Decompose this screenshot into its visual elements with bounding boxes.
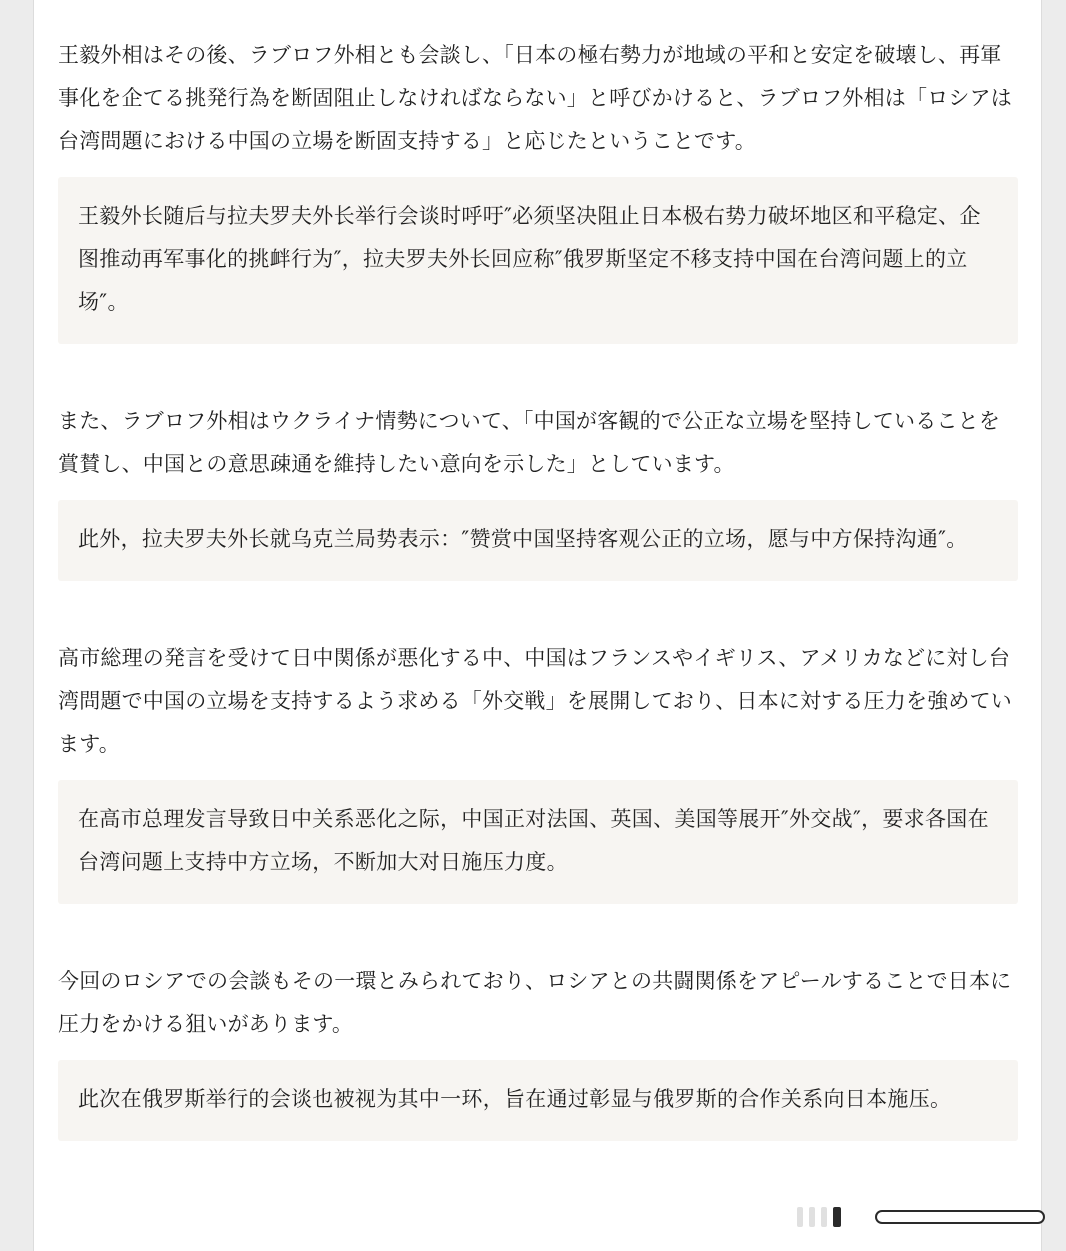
article-section-3 bbox=[58, 637, 1018, 904]
article-section-4 bbox=[58, 960, 1018, 1141]
scrollbar-grip-icon bbox=[797, 1207, 841, 1227]
chinese-translation-block: 王毅外长随后与拉夫罗夫外长举行会谈时呼吁″必须坚决阻止日本极右势力破坏地区和平稳定、企图推动再军事化的挑衅行为″，拉夫罗夫外长回应称″俄罗斯坚定不移支持中国在台湾问题上的立场″。 bbox=[58, 177, 1018, 344]
article-content bbox=[58, 34, 1018, 1141]
article-section-2 bbox=[58, 400, 1018, 581]
japanese-paragraph: 今回のロシアでの会談もその一環とみられており、ロシアとの共闘関係をアピールすることで日本に圧力をかける狙いがあります。 bbox=[58, 969, 1012, 1036]
scrollbar-track[interactable] bbox=[875, 1210, 1045, 1224]
chinese-translation-block: 此次在俄罗斯举行的会谈也被视为其中一环，旨在通过彰显与俄罗斯的合作关系向日本施压。 bbox=[58, 1060, 1018, 1141]
chinese-translation-block: 在高市总理发言导致日中关系恶化之际，中国正对法国、英国、美国等展开″外交战″，要求各国在台湾问题上支持中方立场，不断加大对日施压力度。 bbox=[58, 780, 1018, 904]
japanese-paragraph: 王毅外相はその後、ラブロフ外相とも会談し、「日本の極右勢力が地域の平和と安定を破壊し、再軍事化を企てる挑発行為を断固阻止しなければならない」と呼びかけると、ラブロフ外相は「ロシアは台湾問題における中国の立場を断固支持する」と応じたということです。 bbox=[58, 43, 1012, 153]
japanese-paragraph: また、ラブロフ外相はウクライナ情勢について、「中国が客観的で公正な立場を堅持していることを賞賛し、中国との意思疎通を維持したい意向を示した」としています。 bbox=[58, 409, 1001, 476]
article-section-1 bbox=[58, 34, 1018, 344]
japanese-paragraph: 高市総理の発言を受けて日中関係が悪化する中、中国はフランスやイギリス、アメリカなどに対し台湾問題で中国の立場を支持するよう求める「外交戦」を展開しており、日本に対する圧力を強めています。 bbox=[58, 646, 1012, 756]
chinese-translation-block: 此外，拉夫罗夫外长就乌克兰局势表示：″赞赏中国坚持客观公正的立场，愿与中方保持沟通″。 bbox=[58, 500, 1018, 581]
article-page bbox=[33, 0, 1042, 1251]
horizontal-scrollbar[interactable] bbox=[797, 1204, 1045, 1229]
